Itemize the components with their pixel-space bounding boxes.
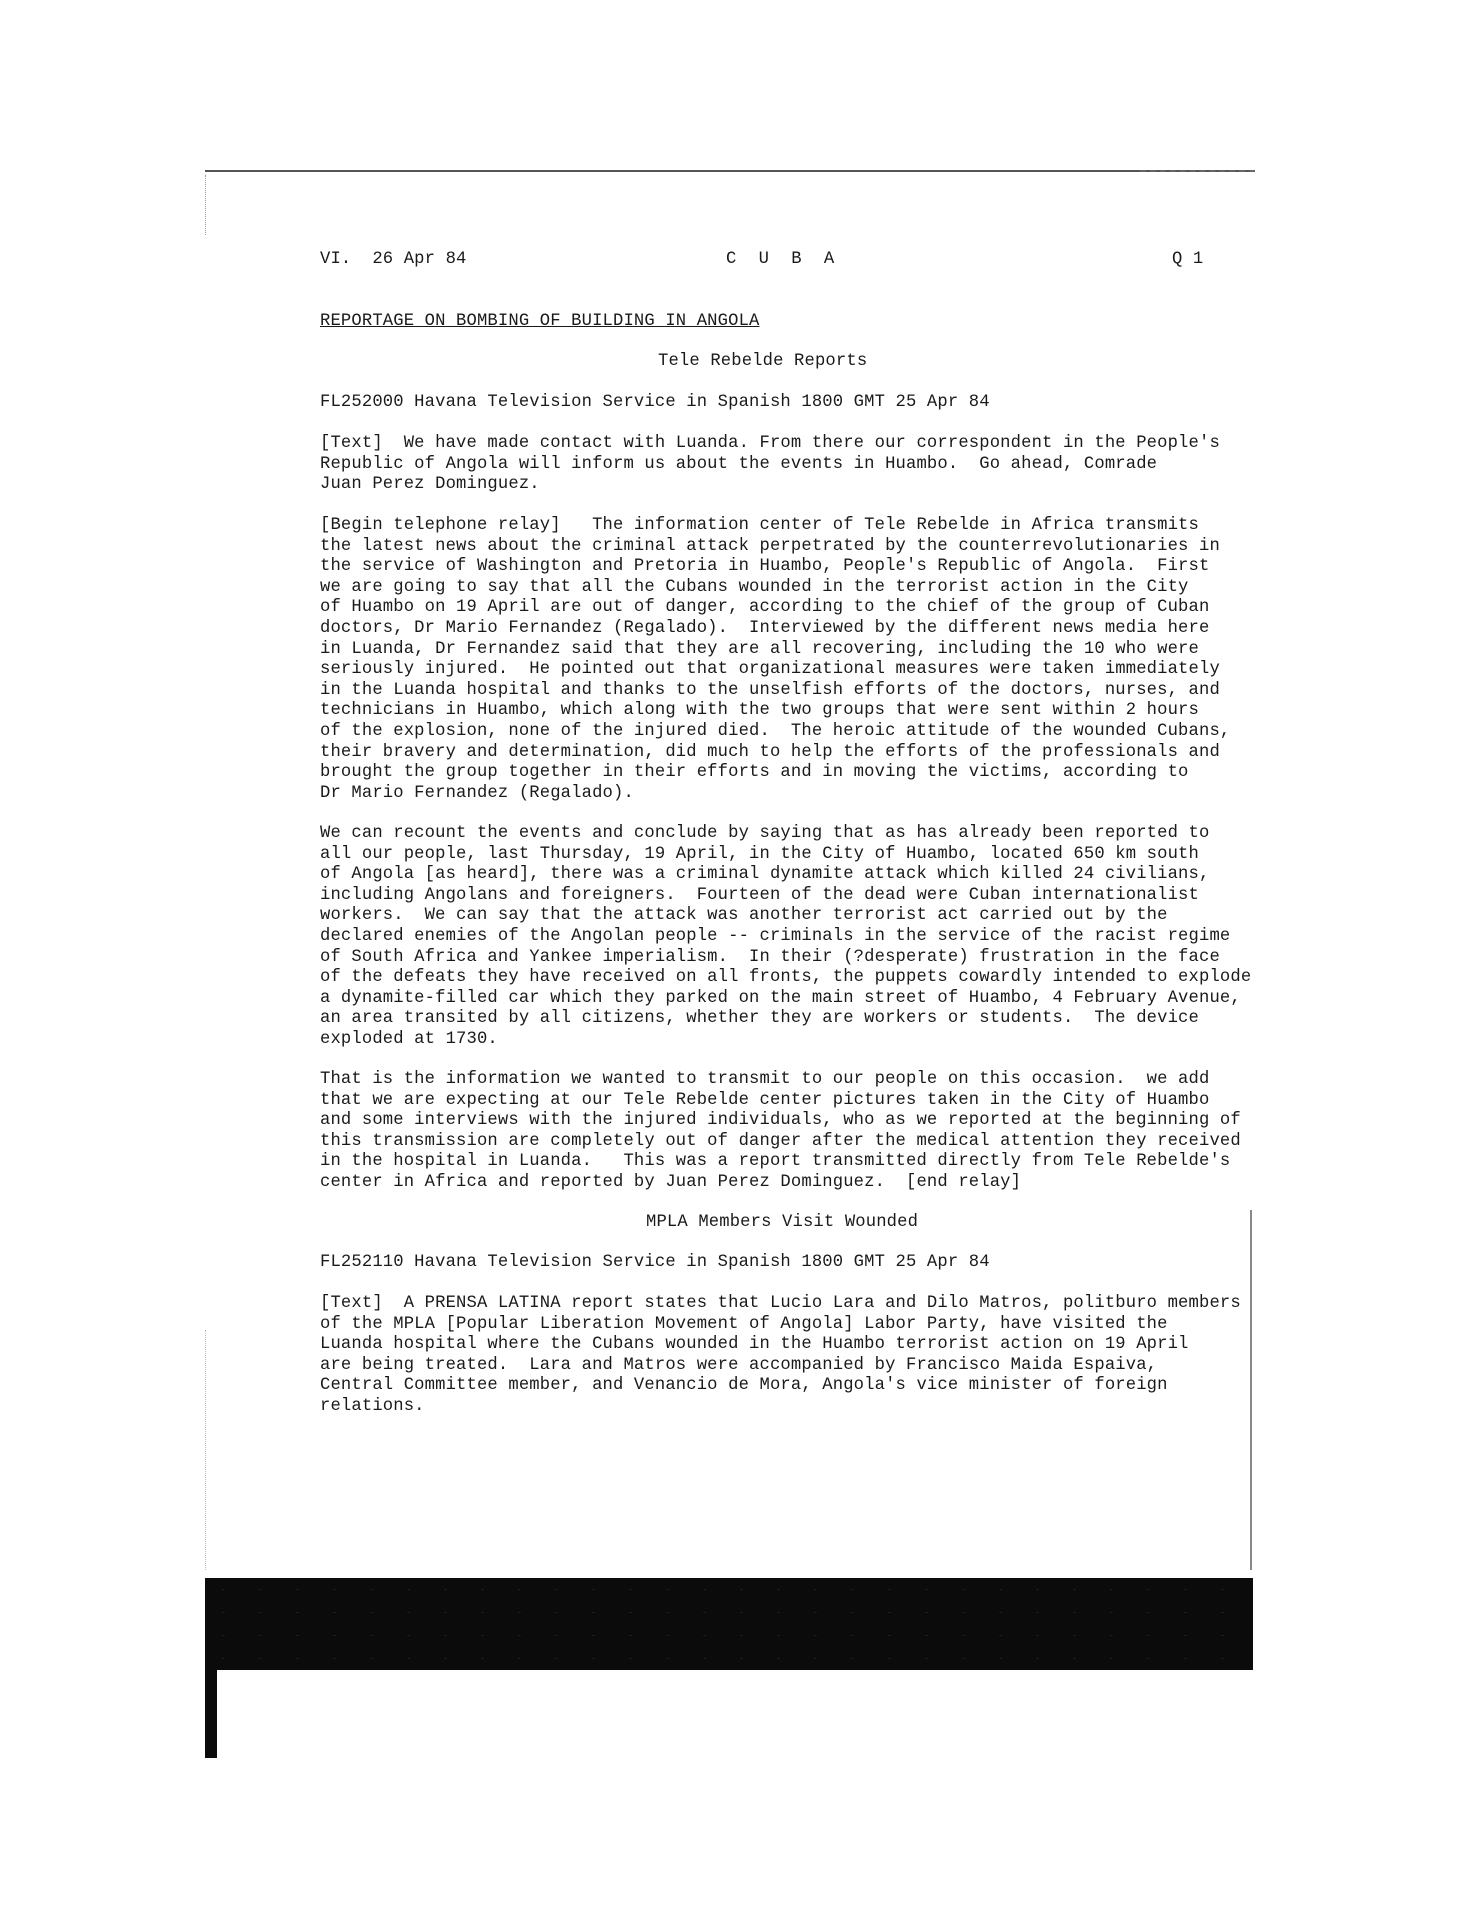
header-country: C U B A [726,250,841,269]
paragraph-5: [Text] A PRENSA LATINA report states that Lucio Lara and Dilo Matros, politburo members of the MPLA [Popular Liberation Movement of Angola] Labor Party, have visited the Luanda hospital where the Cubans wounded in the Huambo terrorist action on 19 April are being treated. Lara and Matros were accompanied by Francisco Maida Espaiva, Central Committee member, and Venancio de Mora, Angola's vice minister of foreign relations. [320,1294,1241,1416]
paragraph-2: [Begin telephone relay] The information center of Tele Rebelde in Africa transmits the latest news about the criminal attack perpetrated by the counterrevolutionaries in the service of Washington and Pretoria in Huambo, People's Republic of Angola. First we are going to say that all the Cubans wounded in the terrorist action in the City of Huambo on 19 April are out of danger, according to the chief of the group of Cuban doctors, Dr Mario Fernandez (Regalado). Interviewed by the different news media here in Luanda, Dr Fernandez said that they are all recovering, including the 10 who were seriously injured. He pointed out that organizational measures were taken immediately in the Luanda hospital and thanks to the unselfish efforts of the doctors, nurses, and technicians in Huambo, which along with the two groups that were sent within 2 hours of the explosion, none of the injured died. The heroic attitude of the wounded Cubans, their bravery and determination, did much to help the efforts of the professionals and brought the group together in their efforts and in moving the victims, according to Dr Mario Fernandez (Regalado). [320,516,1231,803]
left-margin-mark [205,175,206,235]
paragraph-4: That is the information we wanted to transmit to our people on this occasion. we add that we are expecting at our Tele Rebelde center pictures taken in the City of Huambo and some interviews with the injured individuals, who as we reported at the beginning of this transmission are completely out of danger after the medical attention they received in the hospital in Luanda. This was a report transmitted directly from Tele Rebelde's center in Africa and reported by Juan Perez Dominguez. [end relay] [320,1070,1241,1192]
section-title-tele-rebelde: Tele Rebelde Reports [658,352,868,371]
dateline-1: FL252000 Havana Television Service in Spanish 1800 GMT 25 Apr 84 [320,393,990,412]
right-scan-border [1250,1210,1252,1570]
header-page-code: Q 1 [1172,250,1204,269]
dateline-2: FL252110 Havana Television Service in Spanish 1800 GMT 25 Apr 84 [320,1253,990,1272]
headline: REPORTAGE ON BOMBING OF BUILDING IN ANGOLA [320,312,760,331]
paragraph-3: We can recount the events and conclude by saying that as has already been reported to all our people, last Thursday, 19 April, in the City of Huambo, located 650 km south of Angola [as heard], there was a criminal dynamite attack which killed 24 civilians, including Angolans and foreigners. Fourteen of the dead were Cuban internationalist workers. We can say that the attack was another terrorist act carried out by the declared enemies of the Angolan people -- criminals in the service of the racist regime of South Africa and Yankee imperialism. In their (?desperate) frustration in the face of the defeats they have received on all fronts, the puppets cowardly intended to explode a dynamite-filled car which they parked on the main street of Huambo, 4 February Avenue, an area transited by all citizens, whether they are workers or students. The device exploded at 1730. [320,824,1252,1049]
top-rule [205,170,1255,172]
header-date: VI. 26 Apr 84 [320,250,467,269]
top-rule-dashes [1140,170,1255,172]
scan-black-band [205,1578,1253,1670]
left-scan-border [205,1330,206,1570]
paragraph-1: [Text] We have made contact with Luanda. From there our correspondent in the People's Republic of Angola will inform us about the events in Huambo. Go ahead, Comrade Juan Perez Dominguez. [320,434,1220,495]
section-title-mpla: MPLA Members Visit Wounded [646,1213,919,1232]
scan-black-bar [205,1670,217,1758]
